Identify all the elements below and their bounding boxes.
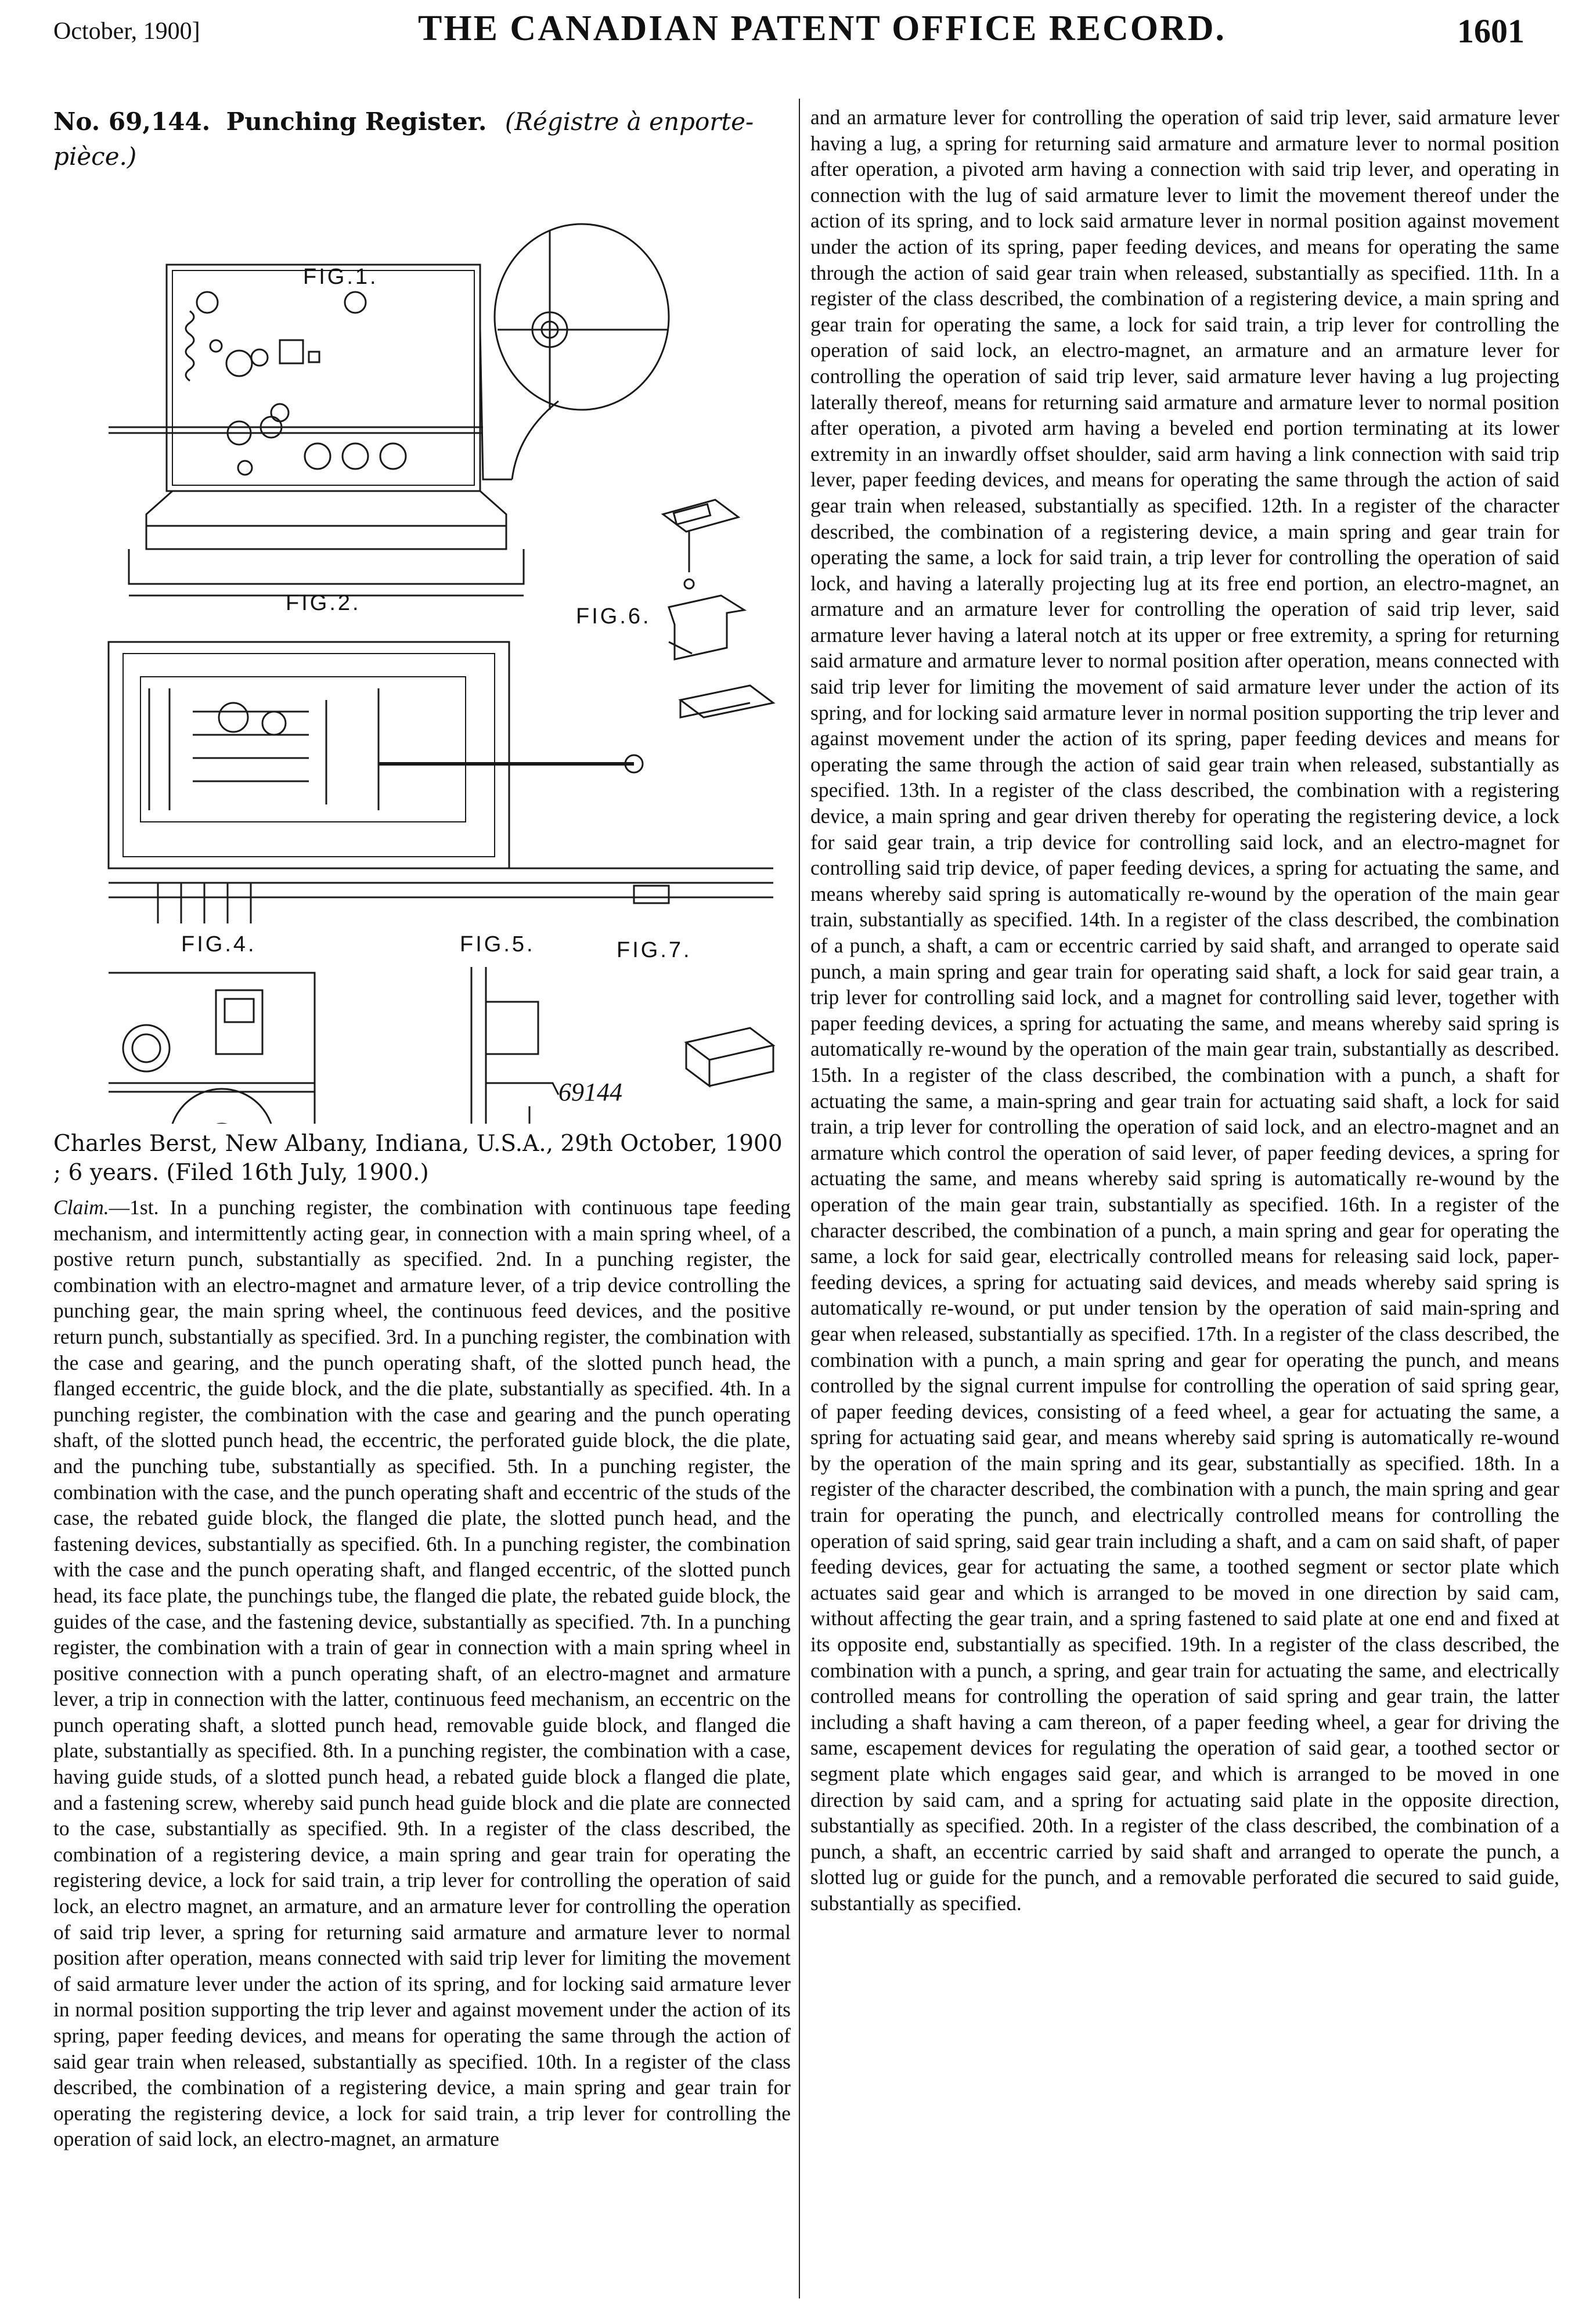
fig2-drawing (109, 642, 773, 923)
left-column (53, 104, 791, 2152)
fig6-label: FIG.6. (576, 604, 651, 629)
fig4-label: FIG.4. (181, 932, 257, 957)
french-title: (Régistre à enporte-pièce.) (53, 107, 754, 171)
claims-text-left (53, 1195, 791, 2152)
right-column (810, 104, 1559, 1917)
fig4-drawing (109, 973, 315, 1124)
fig7-drawing (686, 1028, 773, 1086)
column-divider (799, 99, 800, 2298)
claim-lead: Claim. (53, 1196, 109, 1219)
page-header (0, 0, 1593, 70)
claims-text-right: and an armature lever for controlling the operation of said trip lever, said armature lever having a lug, a spring for returning said armature and armature lever to normal position after operation, a pivoted arm having a connection with said trip lever, and operating in connection with the lug of said armature lever to limit the movement thereof under the action of its spring, and to lock said armature lever in normal position against movement under the action of its spring, paper feeding devices, and means for operating the same through the action of said gear train when released, substantially as specified. 11th. In a register of the class described, the combination of a registering device, a main spring and gear train for operating the same, a lock for said train, a trip lever for controlling the operation of said lock, an electro-magnet, an armature and an armature lever for controlling the operation of said trip lever, said armature lever having a lug projecting laterally thereof, means for returning said armature and armature lever to normal position after operation, a pivoted arm having a beveled end portion terminating at its lower extremity in an inwardly offset shoulder, said arm having a link connection with said trip lever, paper feeding devices, and means for operating the same through the action of said gear train when released, substantially as specified. 12th. In a register of the character described, the combination of a registering device, a main spring and gear train for operating the same, a lock for said train, a trip lever for controlling the operation of said lock, and having a laterally projecting lug at its free end portion, an electro-magnet, an armature and an armature lever for controlling the operation of said trip lever, said armature lever having a lateral notch at its upper or free extremity, a spring for returning said armature and armature lever to normal position after operation, means connected with said trip lever for limiting the movement of said armature lever under the action of its spring, and for locking said armature lever in normal position supporting the trip lever and against movement under the action of its spring, paper feeding devices and means for operating the same through the action of said gear train when released, substantially as specified. 13th. In a register of the class described, the combination with a registering device, a main spring and gear driven thereby for operating the registering device, a lock for said gear train, a trip device for controlling said lock, and an electro-magnet for controlling said trip device, of paper feeding devices, a spring for actuating the same, and means whereby said spring is automatically re-wound by the operation of the main gear train, substantially as specified. 14th. In a register of the class described, the combination of a punch, a shaft, a cam or eccentric carried by said shaft, and arranged to operate said punch, a main spring and gear train for operating said shaft, a lock for said gear train, a trip lever for controlling said lock, and a magnet for controlling said lever, together with paper feeding devices, a spring for actuating the same, and means whereby said spring is automatically re-wound by the operation of the main gear train, substantially as described. 15th. In a register of the class described, the combination with a punch, a shaft for actuating the same, a main-spring and gear train for actuating said shaft, a lock for said train, a trip lever for controlling the operation of said lock, and an electro-magnet and an armature which control the operation of said lever, of paper feeding devices, a spring for actuating the same, and means whereby said spring is automatically re-wound by the operation of the main gear train, substantially as specified. 16th. In a register of the character described, the combination of a punch, a main spring and gear for operating the same, a lock for said gear, electrically controlled means for releasing said lock, paper-feeding devices, a spring for actuating said devices, and meads whereby said spring is automatically re-wound, or put under tension by the operation of said main-spring and gear when released, substantially as specified. 17th. In a register of the class described, the combination with a punch, a main spring and gear for operating the punch, and means controlled by the signal current impulse for controlling the operation of said spring gear, of paper feeding devices, consisting of a feed wheel, a gear for actuating the same, a spring for actuating said gear, and means whereby said spring is automatically re-wound by the operation of the main spring and its gear, substantially as specified. 18th. In a register of the character described, the combination with a punch, the main spring and gear train for operating the punch, and electrically controlled means for controlling the operation of said spring, said gear train including a shaft, and a cam on said shaft, of paper feeding devices, gear for actuating the same, a toothed segment or sector plate which actuates said gear and which is arranged to be moved in one direction by said cam, without affecting the gear train, and a spring fastened to said plate at one end and fixed at its opposite end, substantially as specified. 19th. In a register of the class described, the combination with a punch, a spring, and gear train for actuating the same, and electrically controlled means for controlling the operation of said spring and gear train, the latter including a shaft having a cam thereon, of a paper feeding wheel, a gear for driving the same, escapement devices for regulating the operation of said gear, a toothed sector or segment plate which engages said gear, and which is arranged to be moved in one direction by said cam, and a spring for actuating said plate in the opposite direction, substantially as specified. 20th. In a register of the class described, the combination of a punch, a shaft, an eccentric carried by said shaft and arranged to operate the punch, a slotted lug or guide for the punch, and a removable perforated die secured to said guide, substantially as specified. (810, 106, 1559, 1915)
header-date: October, 1900] (53, 18, 200, 45)
fig2-label: FIG.2. (286, 591, 361, 615)
fig5-label: FIG.5. (460, 932, 535, 957)
figure-reference-number: 69144 (558, 1078, 622, 1106)
patent-drawings (53, 178, 791, 1124)
fig1-label: FIG.1. (303, 265, 379, 289)
fig7-label: FIG.7. (617, 938, 692, 962)
fig6-drawing (663, 500, 773, 717)
entry-heading (53, 104, 791, 174)
patent-drawings-svg (53, 178, 791, 1124)
patentee-info: Charles Berst, New Albany, Indiana, U.S.A., 29th October, 1900 ; 6 years. (Filed 16th July, 1900.) (53, 1131, 783, 1186)
header-title: THE CANADIAN PATENT OFFICE RECORD. (418, 9, 1227, 48)
fig1-drawing (109, 224, 669, 596)
patent-number: No. 69,144. (53, 107, 211, 136)
patent-subject: Punching Register. (226, 107, 487, 136)
header-page-number: 1601 (1457, 12, 1524, 50)
claims-left-body: —1st. In a punching register, the combination with continuous tape feeding mechanism, and intermittently acting gear, in connection with a main spring wheel, of a postive return punch, substantially as specified. 2nd. In a punching register, the combination with an electro-magnet and armature lever, of a trip device controlling the punching gear, the main spring wheel, the continuous feed devices, and the positive return punch, substantially as specified. 3rd. In a punching register, the combination with the case and gearing, and the punch operating shaft, of the slotted punch head, the flanged eccentric, the guide block, and the die plate, substantially as specified. 4th. In a punching register, the combination with the case and gearing and the punch operating shaft, of the slotted punch head, the eccentric, the perforated guide block, the die plate, and the punching tube, substantially as specified. 5th. In a punching register, the combination with the case, and the punch operating shaft and eccentric of the studs of the case, the rebated guide block, the flanged die plate, the slotted punch head, and the fastening devices, substantially as specified. 6th. In a punching register, the combination with the case and the punch operating shaft, and flanged eccentric, of the slotted punch head, its face plate, the punchings tube, the flanged die plate, the rebated guide block, the guides of the case, and the fastening device, substantially as specified. 7th. In a punching register, the combination with a train of gear in connection with a main spring wheel in positive connection with a punch operating shaft, of an electro-magnet and armature lever, a trip in connection with the latter, continuous feed mechanism, an eccentric on the punch operating shaft, a slotted punch head, removable guide block, and flanged die plate, substantially as specified. 8th. In a punching register, the combination with a case, having guide studs, of a slotted punch head, a rebated guide block a flanged die plate, and a fastening screw, whereby said punch head guide block and die plate are connected to the case, substantially as specified. 9th. In a register of the class described, the combination of a registering device, a main spring and gear train for operating the registering device, a lock for said train, a trip lever for controlling the operation of said lock, an electro magnet, an armature, and an armature lever for controlling the operation of said trip lever, a spring for returning said armature and armature lever to normal position after operation, means connected with said trip lever for limiting the movement of said armature lever under the action of its spring, and for locking said armature lever in normal position supporting the trip lever and against movement under the action of its spring, paper feeding devices, and means for operating the same through the action of said gear train when released, substantially as specified. 10th. In a register of the class described, the combination of a registering device, a main spring and gear train for operating the registering device, a lock for said train, a trip lever for controlling the operation of said lock, an electro-magnet, an armature (53, 1196, 791, 2151)
